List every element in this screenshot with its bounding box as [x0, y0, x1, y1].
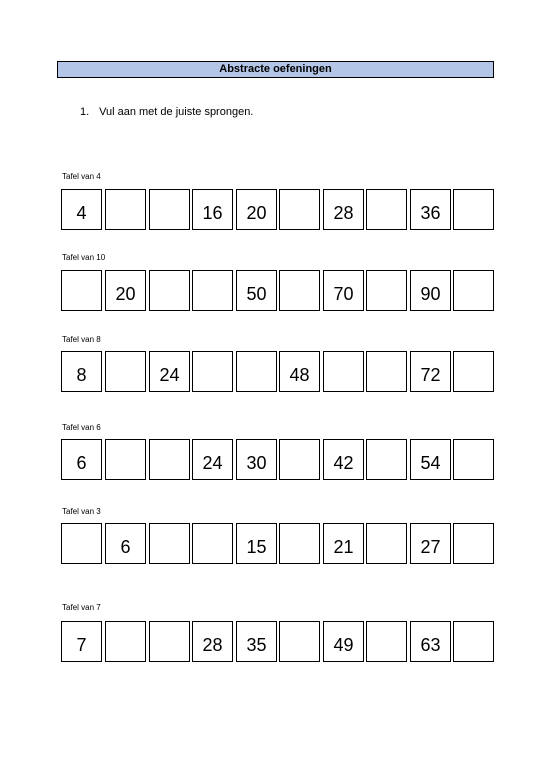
- number-row: [61, 439, 495, 480]
- blank-cell[interactable]: [366, 439, 407, 480]
- blank-cell[interactable]: [279, 270, 320, 311]
- instruction-text: Vul aan met de juiste sprongen.: [99, 106, 254, 118]
- number-row: [61, 523, 495, 564]
- number-cell: 54: [410, 439, 451, 480]
- number-cell: 16: [192, 189, 233, 230]
- number-cell: 27: [410, 523, 451, 564]
- blank-cell[interactable]: [61, 270, 102, 311]
- blank-cell[interactable]: [453, 351, 494, 392]
- blank-cell[interactable]: [192, 270, 233, 311]
- blank-cell[interactable]: [149, 189, 190, 230]
- number-cell: 30: [236, 439, 277, 480]
- number-cell: 28: [323, 189, 364, 230]
- number-cell: 6: [61, 439, 102, 480]
- number-cell: 6: [105, 523, 146, 564]
- number-cell: 36: [410, 189, 451, 230]
- blank-cell[interactable]: [279, 439, 320, 480]
- blank-cell[interactable]: [366, 523, 407, 564]
- blank-cell[interactable]: [279, 621, 320, 662]
- number-cell: 50: [236, 270, 277, 311]
- blank-cell[interactable]: [366, 270, 407, 311]
- blank-cell[interactable]: [453, 270, 494, 311]
- number-cell: 7: [61, 621, 102, 662]
- page-title: Abstracte oefeningen: [57, 61, 494, 78]
- blank-cell[interactable]: [279, 523, 320, 564]
- blank-cell[interactable]: [279, 189, 320, 230]
- number-cell: 4: [61, 189, 102, 230]
- table-label: Tafel van 3: [62, 507, 101, 516]
- number-cell: 20: [105, 270, 146, 311]
- number-cell: 42: [323, 439, 364, 480]
- blank-cell[interactable]: [192, 351, 233, 392]
- blank-cell[interactable]: [366, 351, 407, 392]
- blank-cell[interactable]: [61, 523, 102, 564]
- blank-cell[interactable]: [366, 189, 407, 230]
- number-cell: 63: [410, 621, 451, 662]
- blank-cell[interactable]: [453, 439, 494, 480]
- blank-cell[interactable]: [149, 621, 190, 662]
- blank-cell[interactable]: [105, 351, 146, 392]
- blank-cell[interactable]: [105, 439, 146, 480]
- blank-cell[interactable]: [236, 351, 277, 392]
- number-row: [61, 270, 495, 311]
- number-cell: 35: [236, 621, 277, 662]
- number-cell: 15: [236, 523, 277, 564]
- table-label: Tafel van 7: [62, 603, 101, 612]
- blank-cell[interactable]: [323, 351, 364, 392]
- number-row: [61, 351, 495, 392]
- number-cell: 49: [323, 621, 364, 662]
- blank-cell[interactable]: [453, 189, 494, 230]
- blank-cell[interactable]: [453, 621, 494, 662]
- number-cell: 28: [192, 621, 233, 662]
- blank-cell[interactable]: [366, 621, 407, 662]
- table-label: Tafel van 8: [62, 335, 101, 344]
- table-label: Tafel van 6: [62, 423, 101, 432]
- number-cell: 20: [236, 189, 277, 230]
- instruction-number: 1.: [80, 106, 90, 118]
- blank-cell[interactable]: [149, 270, 190, 311]
- table-label: Tafel van 10: [62, 253, 106, 262]
- blank-cell[interactable]: [149, 523, 190, 564]
- blank-cell[interactable]: [149, 439, 190, 480]
- instruction: [80, 106, 253, 118]
- blank-cell[interactable]: [105, 189, 146, 230]
- number-cell: 70: [323, 270, 364, 311]
- blank-cell[interactable]: [453, 523, 494, 564]
- blank-cell[interactable]: [192, 523, 233, 564]
- number-cell: 48: [279, 351, 320, 392]
- number-cell: 21: [323, 523, 364, 564]
- number-row: [61, 621, 495, 662]
- blank-cell[interactable]: [105, 621, 146, 662]
- number-cell: 24: [192, 439, 233, 480]
- number-cell: 8: [61, 351, 102, 392]
- number-row: [61, 189, 495, 230]
- number-cell: 24: [149, 351, 190, 392]
- number-cell: 72: [410, 351, 451, 392]
- table-label: Tafel van 4: [62, 172, 101, 181]
- number-cell: 90: [410, 270, 451, 311]
